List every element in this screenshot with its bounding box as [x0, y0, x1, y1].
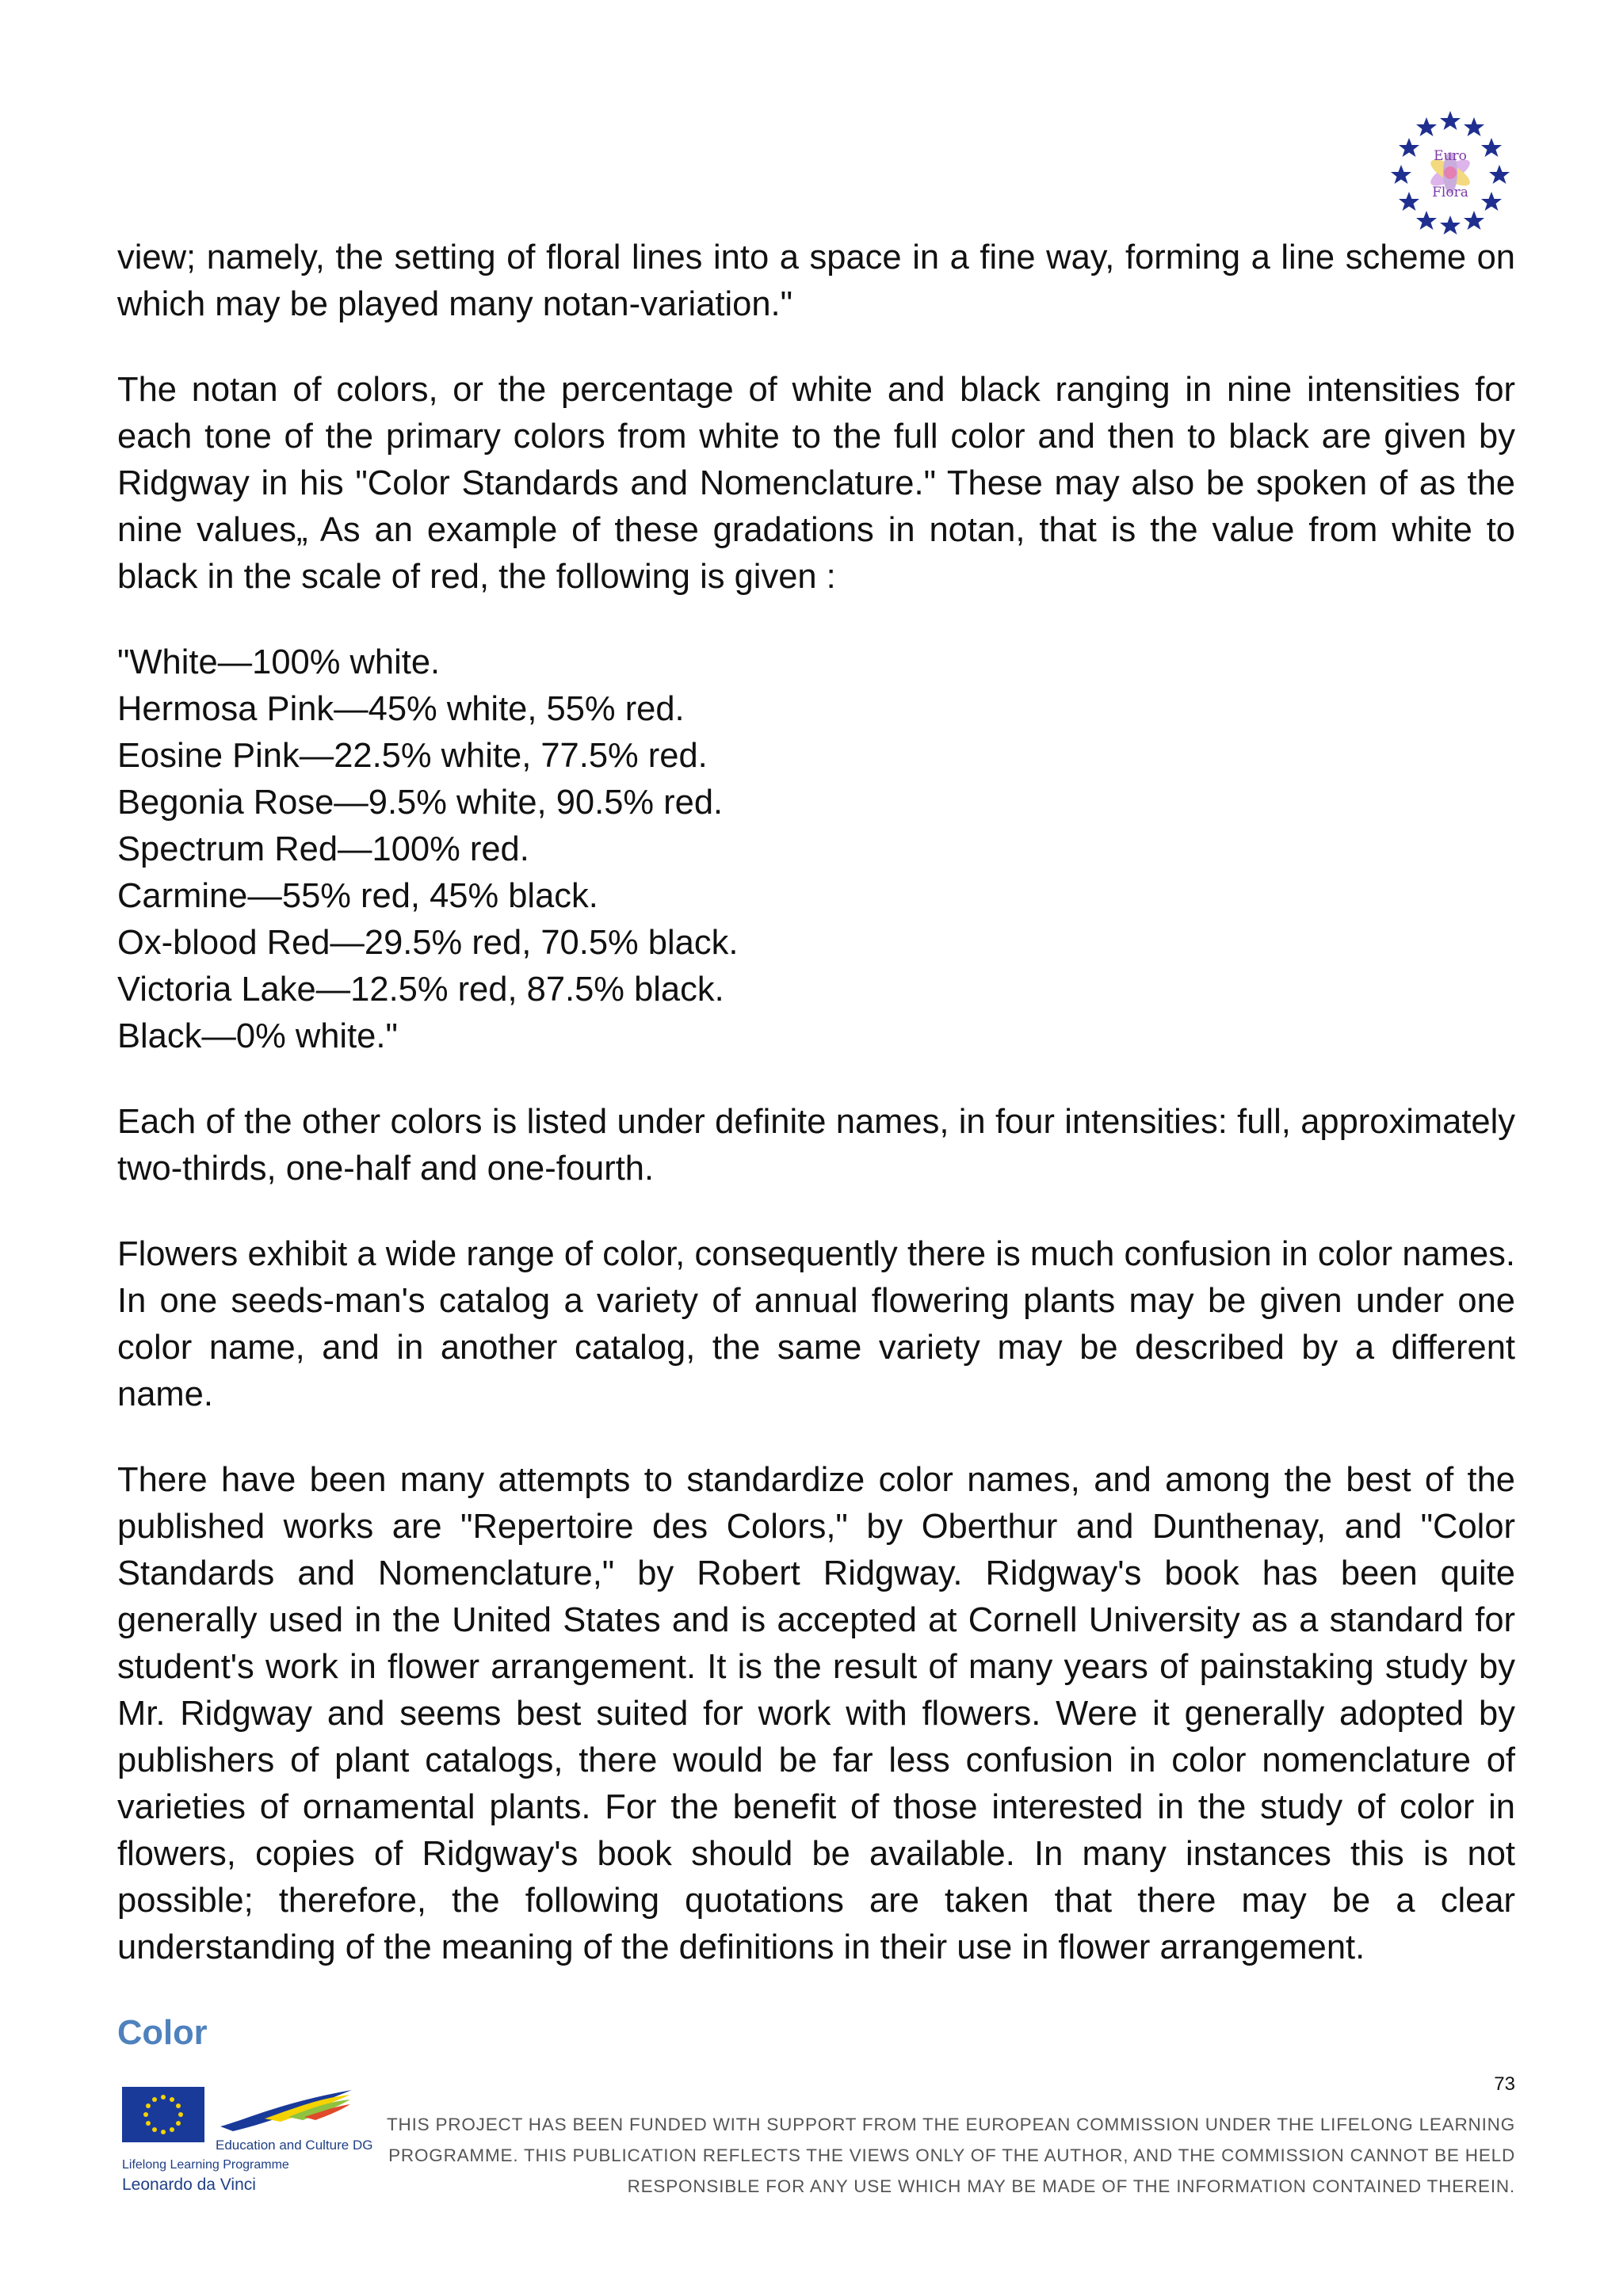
euroflora-logo-icon [1385, 108, 1515, 238]
paragraph: The notan of colors, or the percentage of white and black ranging in nine intensities for each tone of the primary colors from white to the full color and then to black are given by Ridgway in his "Color Standards and Nomenclature." These may also be spoken of as the nine values„ As an example of these gradations in notan, that is the value from white to black in the scale of red, the following is given : [117, 371, 1515, 596]
list-item: Spectrum Red—100% red. [117, 830, 529, 868]
list-item: Black—0% white." [117, 1017, 398, 1055]
list-item: Ox-blood Red—29.5% red, 70.5% black. [117, 924, 739, 962]
logo-line-1: Euro [1434, 148, 1467, 164]
list-item: "White—100% white. [117, 643, 441, 681]
funding-disclaimer [342, 2109, 1515, 2202]
lifelong-learning-swoosh-icon [217, 2087, 353, 2133]
list-item: Hermosa Pink—45% white, 55% red. [117, 690, 685, 728]
list-item: Begonia Rose—9.5% white, 90.5% red. [117, 784, 724, 822]
paragraph: Flowers exhibit a wide range of color, consequently there is much confusion in color names. In one seeds-man's catalog a variety of annual flowering plants may be given under one color name, and in another catalog, the same variety may be described by a different name. [117, 1235, 1515, 1413]
eu-flag-icon [122, 2087, 204, 2142]
paragraph: Each of the other colors is listed under definite names, in four intensities: full, approximately two-thirds, one-half and one-fourth. [117, 1103, 1515, 1188]
page-number: 73 [1494, 2073, 1515, 2095]
red-scale-list [117, 639, 1515, 1060]
euroflora-logo [1385, 108, 1515, 238]
programme-label: Lifelong Learning Programme [122, 2158, 289, 2172]
list-item: Victoria Lake—12.5% red, 87.5% black. [117, 971, 724, 1009]
page-content [117, 235, 1515, 2057]
section-heading: Color [117, 2014, 208, 2052]
footer-logos [117, 2082, 373, 2201]
logo-line-2: Flora [1432, 185, 1468, 200]
disclaimer-line: PROGRAMME. THIS PUBLICATION REFLECTS THE VIEWS ONLY OF THE AUTHOR, AND THE COMMISSION CANNOT BE HELD [388, 2145, 1515, 2165]
list-item: Carmine—55% red, 45% black. [117, 877, 598, 915]
education-culture-label: Education and Culture DG [216, 2138, 373, 2153]
paragraph: There have been many attempts to standardize color names, and among the best of the published works are "Repertoire des Colors," by Oberthur and Dunthenay, and "Color Standards and Nomenclature," by Robert Ridgway. Ridgway's book has been quite generally used in the United States and is accepted at Cornell University as a standard for student's work in flower arrangement. It is the result of many years of painstaking study by Mr. Ridgway and seems best suited for work with flowers. Were it generally adopted by publishers of plant catalogs, there would be far less confusion in color nomenclature of varieties of ornamental plants. For the benefit of those interested in the study of color in flowers, copies of Ridgway's book should be available. In many instances this is not possible; therefore, the following quotations are taken that there may be a clear understanding of the meaning of the definitions in their use in flower arrangement. [117, 1461, 1515, 1966]
disclaimer-line: THIS PROJECT HAS BEEN FUNDED WITH SUPPORT FROM THE EUROPEAN COMMISSION UNDER THE LIFELONG LEARNING [387, 2115, 1515, 2134]
disclaimer-line: RESPONSIBLE FOR ANY USE WHICH MAY BE MADE OF THE INFORMATION CONTAINED THEREIN. [627, 2176, 1515, 2196]
list-item: Eosine Pink—22.5% white, 77.5% red. [117, 737, 708, 775]
paragraph: view; namely, the setting of floral lines into a space in a fine way, forming a line scheme on which may be played many notan-variation." [117, 238, 1515, 323]
programme-name: Leonardo da Vinci [122, 2176, 256, 2194]
